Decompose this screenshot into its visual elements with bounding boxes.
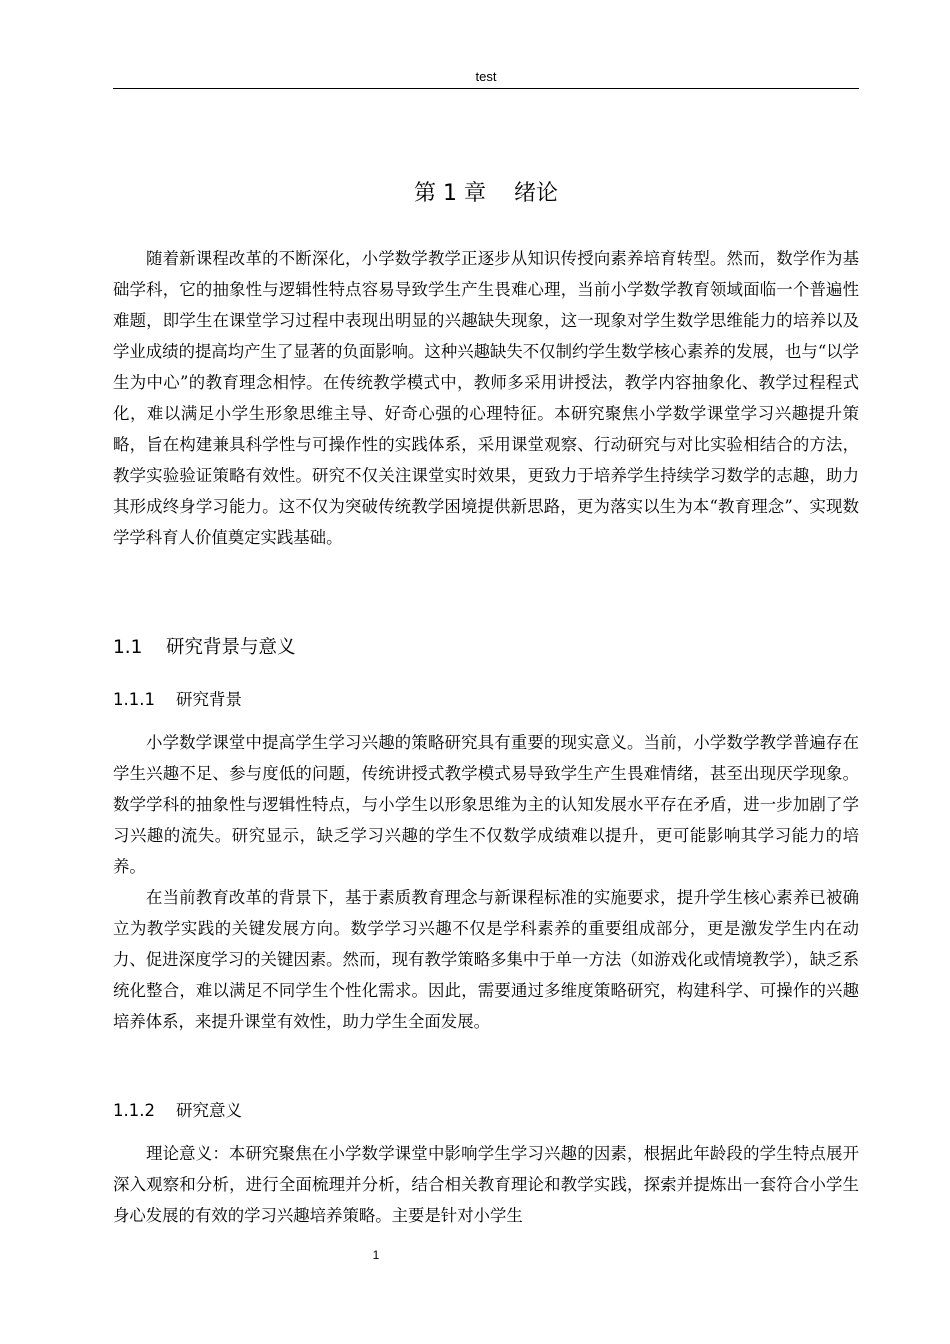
section-heading-1-1-2: 1.1.2 研究意义 [113,1101,242,1120]
chapter-title: 第 1 章 绪论 [414,181,558,206]
page-number: 1 [372,1248,380,1262]
page-header: test [113,66,859,89]
section-heading-1-1: 1.1 研究背景与意义 [113,637,296,658]
significance-paragraph-1: 理论意义：本研究聚焦在小学数学课堂中影响学生学习兴趣的因素，根据此年龄段的学生特点展开深入观察和分析，进行全面梳理并分析，结合相关教育理论和教学实践，探索并提炼出一套符合小学生身心发展的有效的学习兴趣培养策略。主要是针对小学生 [113,1144,859,1225]
background-paragraph-2: 在当前教育改革的背景下，基于素质教育理念与新课程标准的实施要求，提升学生核心素养已被确立为教学实践的关键发展方向。数学学习兴趣不仅是学科素养的重要组成部分，更是激发学生内在动力、促进深度学习的关键因素。然而，现有教学策略多集中于单一方法（如游戏化或情境教学），缺乏系统化整合，难以满足不同学生个性化需求。因此，需要通过多维度策略研究，构建科学、可操作的兴趣培养体系，来提升课堂有效性，助力学生全面发展。 [113,888,859,1031]
section-heading-1-1-1: 1.1.1 研究背景 [113,690,242,709]
background-paragraph-1: 小学数学课堂中提高学生学习兴趣的策略研究具有重要的现实意义。当前，小学数学教学普遍存在学生兴趣不足、参与度低的问题，传统讲授式教学模式易导致学生产生畏难情绪，甚至出现厌学现象。数学学科的抽象性与逻辑性特点，与小学生以形象思维为主的认知发展水平存在矛盾，进一步加剧了学习兴趣的流失。研究显示，缺乏学习兴趣的学生不仅数学成绩难以提升，更可能影响其学习能力的培养。 [113,733,859,876]
intro-paragraph: 随着新课程改革的不断深化，小学数学教学正逐步从知识传授向素养培育转型。然而，数学作为基础学科，它的抽象性与逻辑性特点容易导致学生产生畏难心理，当前小学数学教育领域面临一个普遍性难题，即学生在课堂学习过程中表现出明显的兴趣缺失现象，这一现象对学生数学思维能力的培养以及学业成绩的提高均产生了显著的负面影响。这种兴趣缺失不仅制约学生数学核心素养的发展，也与“以学生为中心”的教育理念相悖。在传统教学模式中，教师多采用讲授法，教学内容抽象化、教学过程程式化，难以满足小学生形象思维主导、好奇心强的心理特征。本研究聚焦小学数学课堂学习兴趣提升策略，旨在构建兼具科学性与可操作性的实践体系，采用课堂观察、行动研究与对比实验相结合的方法，教学实验验证策略有效性。研究不仅关注课堂实时效果，更致力于培养学生持续学习数学的志趣，助力其形成终身学习能力。这不仅为突破传统教学困境提供新思路，更为落实以生为本“教育理念”、实现数学学科育人价值奠定实践基础。 [113,249,859,547]
